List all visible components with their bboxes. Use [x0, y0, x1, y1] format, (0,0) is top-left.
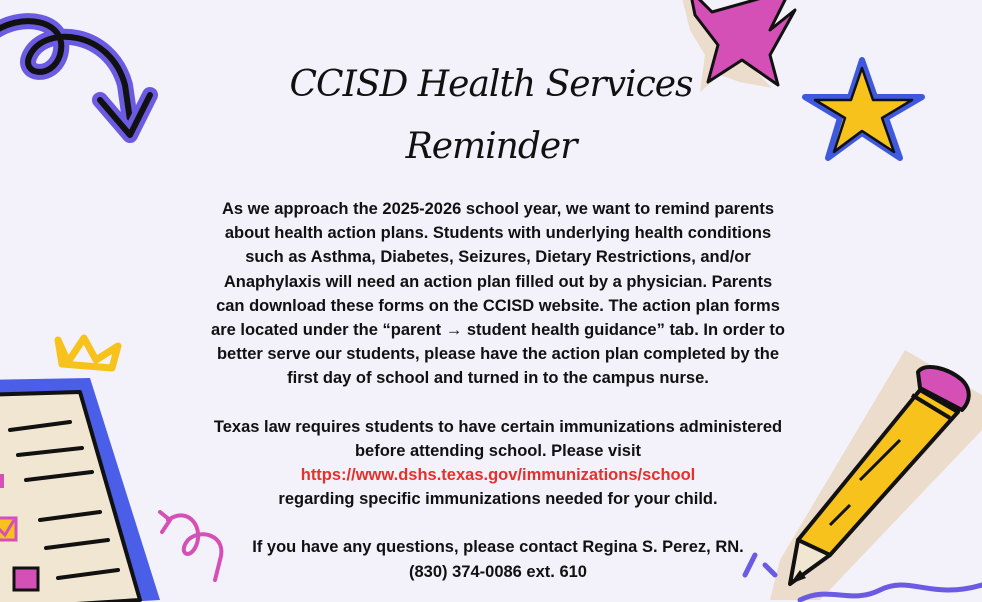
immunization-paragraph-intro: Texas law requires students to have certain immunizations administered before attending school. Please visit	[213, 417, 783, 460]
action-plan-paragraph: As we approach the 2025-2026 school year, we want to remind parents about health action plans. Students with underlying health conditions such as Asthma, Diabetes, Seizures, Dietary Restrictions, and/or Anaphylaxis will need an action plan filled out by a physician. Parents can download these forms on the CCISD website. The action plan forms are located under the “parent → student health guidance” tab. In order to better serve our students, please have the action plan completed by the first day of school and turned in to the campus nurse.	[211, 200, 785, 388]
immunization-paragraph-outro: regarding specific immunizations needed for your child.	[278, 490, 718, 509]
contact-phone: (830) 374-0086 ext. 610	[409, 562, 587, 581]
pencil-icon	[770, 350, 982, 600]
contact-line: If you have any questions, please contact Regina S. Perez, RN.	[252, 538, 744, 557]
crown-icon	[58, 338, 118, 368]
notebook-icon	[0, 378, 160, 602]
notice-body	[208, 197, 788, 584]
page-title: CCISD Health Services	[289, 64, 693, 105]
page-subtitle: Reminder	[405, 126, 577, 167]
immunization-link[interactable]: https://www.dshs.texas.gov/immunizations/school	[300, 466, 696, 485]
